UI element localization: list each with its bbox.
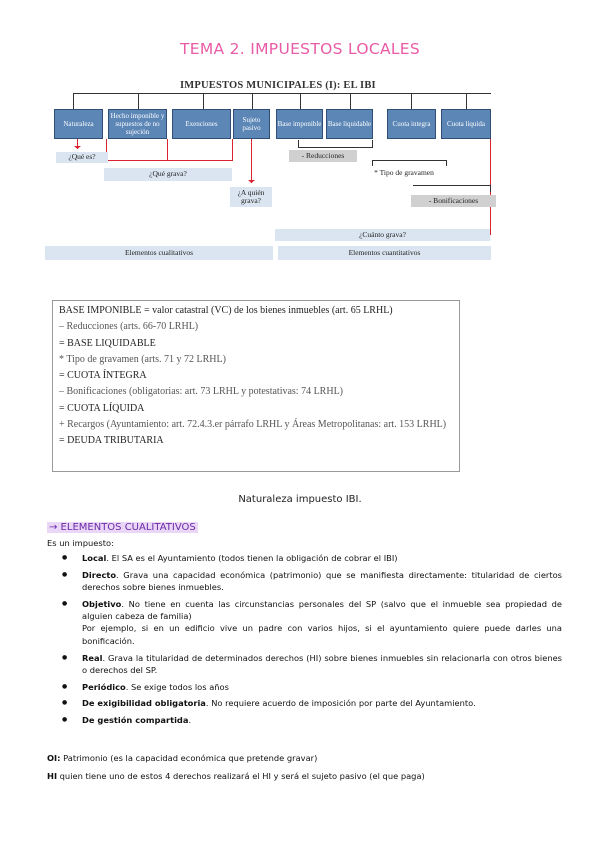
list-item: ● De gestión compartida. bbox=[62, 714, 562, 726]
formula-line: – Bonificaciones (obligatorias: art. 73 LRHL y potestativas: 74 LRHL) bbox=[59, 386, 344, 398]
label-que-es: ¿Qué es? bbox=[56, 152, 108, 163]
characteristics-list bbox=[62, 552, 562, 731]
section-heading: → ELEMENTOS CUALITATIVOS bbox=[49, 522, 196, 533]
box-naturaleza: Naturaleza bbox=[54, 109, 103, 139]
list-item: ● Real. Grava la titularidad de determinados derechos (HI) sobre bienes inmuebles sin relacionarla con otros bienes o derechos del SP. bbox=[62, 652, 562, 677]
page-title: TEMA 2. IMPUESTOS LOCALES bbox=[179, 40, 421, 58]
box-base-liquidable: Base liquidable bbox=[326, 109, 373, 139]
label-reducciones: - Reducciones bbox=[289, 150, 357, 162]
formula-line: BASE IMPONIBLE = valor catastral (VC) de los bienes inmuebles (art. 65 LRHL) bbox=[59, 305, 393, 316]
label-bonificaciones: - Bonificaciones bbox=[411, 195, 496, 207]
list-item: ● Local. El SA es el Ayuntamiento (todos tienen la obligación de cobrar el IBI) bbox=[62, 552, 562, 564]
formula-line: – Reducciones (arts. 66-70 LRHL) bbox=[59, 321, 199, 333]
formula-line: = BASE LIQUIDABLE bbox=[59, 337, 156, 349]
formula-line: = CUOTA ÍNTEGRA bbox=[59, 370, 147, 382]
label-elementos-cualitativos: Elementos cualitativos bbox=[45, 246, 273, 260]
box-hecho-imponible: Hecho imponible y supuestos de no sujeción bbox=[108, 109, 167, 139]
diagram-top-line bbox=[73, 93, 491, 94]
diagram-title: IMPUESTOS MUNICIPALES (I): EL IBI bbox=[180, 80, 376, 91]
list-item: ● Directo. Grava una capacidad económica (patrimonio) que se manifiesta directamente: titularidad de ciertos derechos sobre bienes inmuebles. bbox=[62, 569, 562, 594]
list-item: ● Objetivo. No tiene en cuenta las circunstancias personales del SP (salvo que el inmueble sea propiedad de alguien cabeza de familia) Por ejemplo, si en un edificio vive un padre con varios hijos, si el ayuntamiento quiere puede darles una bonificación. bbox=[62, 598, 562, 647]
box-base-imponible: Base imponible bbox=[276, 109, 323, 139]
formula-line: * Tipo de gravamen (arts. 71 y 72 LRHL) bbox=[59, 353, 226, 365]
note-oi: OI: Patrimonio (es la capacidad económica que pretende gravar) bbox=[47, 753, 318, 763]
list-item: ● De exigibilidad obligatoria. No requiere acuerdo de imposición por parte del Ayuntamiento. bbox=[62, 697, 562, 709]
label-tipo-gravamen: * Tipo de gravamen bbox=[374, 167, 434, 177]
label-cuanto-grava: ¿Cuánto grava? bbox=[275, 229, 490, 241]
ibi-formula-box bbox=[52, 300, 460, 472]
box-exenciones: Exenciones bbox=[172, 109, 231, 139]
intro-text: Es un impuesto: bbox=[47, 538, 114, 548]
formula-line: + Recargos (Ayuntamiento: art. 72.4.3.er párrafo LRHL y Áreas Metropolitanas: art. 153 LRHL) bbox=[59, 419, 447, 431]
box-cuota-integra: Cuota integra bbox=[387, 109, 436, 139]
figure-caption: Naturaleza impuesto IBI. bbox=[238, 494, 362, 505]
formula-line: = CUOTA LÍQUIDA bbox=[59, 402, 145, 414]
box-sujeto-pasivo: Sujeto pasivo bbox=[233, 109, 270, 139]
label-elementos-cuantitativos: Elementos cuantitativos bbox=[278, 246, 491, 260]
label-que-grava: ¿Qué grava? bbox=[104, 168, 232, 181]
list-item: ● Periódico. Se exige todos los años bbox=[62, 681, 562, 693]
formula-line: = DEUDA TRIBUTARIA bbox=[59, 435, 164, 447]
label-a-quien-grava: ¿A quién grava? bbox=[230, 187, 272, 207]
box-cuota-liquida: Cuota líquida bbox=[441, 109, 491, 139]
note-hi: HI quien tiene uno de estos 4 derechos realizará el HI y será el sujeto pasivo (el que paga) bbox=[47, 771, 425, 781]
